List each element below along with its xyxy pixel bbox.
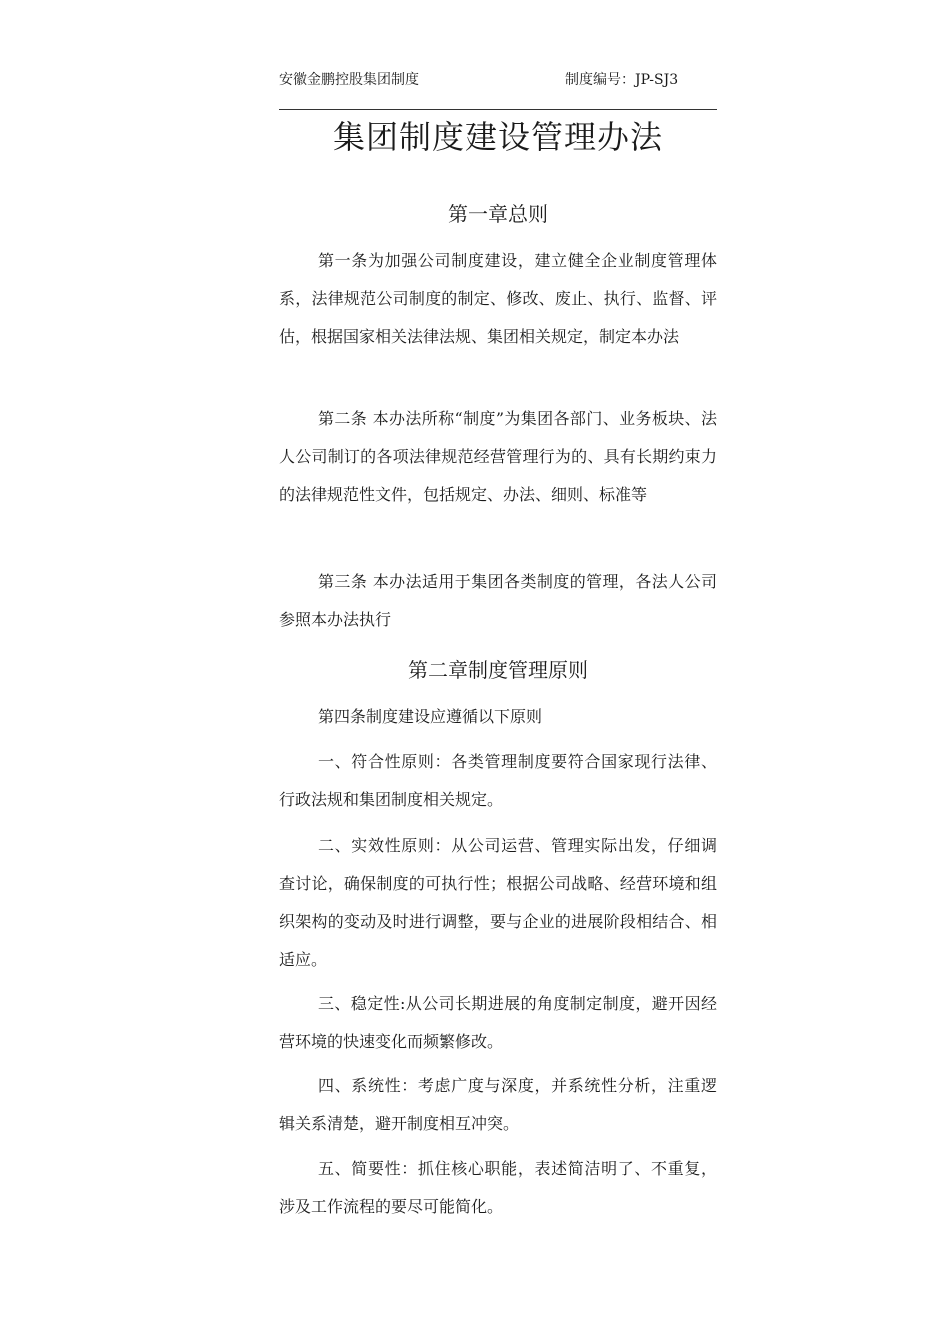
principle-3: 三、稳定性:从公司长期进展的角度制定制度，避开因经营环境的快速变化而频繁修改。 (279, 994, 717, 1051)
article-3: 第三条 本办法适用于集团各类制度的管理，各法人公司参照本办法执行 (279, 572, 717, 629)
article-2: 第二条 本办法所称“制度”为集团各部门、业务板块、法人公司制订的各项法律规范经营管理行为的、具有长期约束力的法律规范性文件，包括规定、办法、细则、标准等 (279, 409, 717, 504)
principle-5: 五、简要性：抓住核心职能，表述简洁明了、不重复，涉及工作流程的要尽可能简化。 (279, 1159, 717, 1216)
article-4: 第四条制度建设应遵循以下原则 (318, 707, 543, 726)
page-header (279, 69, 717, 93)
principle-2: 二、实效性原则：从公司运营、管理实际出发，仔细调查讨论，确保制度的可执行性；根据公司战略、经营环境和组织架构的变动及时进行调整，要与企业的进展阶段相结合、相适应。 (279, 836, 717, 969)
header-rule (279, 109, 717, 110)
principle-1: 一、符合性原则：各类管理制度要符合国家现行法律、行政法规和集团制度相关规定。 (279, 752, 717, 809)
header-org: 安徽金鹏控股集团制度 (279, 72, 419, 88)
principle-4: 四、系统性：考虑广度与深度，并系统性分析，注重逻辑关系清楚，避开制度相互冲突。 (279, 1076, 717, 1133)
document-title: 集团制度建设管理办法 (332, 118, 663, 156)
chapter-heading-2: 第二章制度管理原则 (408, 658, 588, 682)
article-1: 第一条为加强公司制度建设，建立健全企业制度管理体系，法律规范公司制度的制定、修改、废止、执行、监督、评估，根据国家相关法律法规、集团相关规定，制定本办法 (279, 251, 717, 346)
chapter-heading-1: 第一章总则 (448, 202, 548, 226)
header-code: 制度编号：JP-SJ3 (565, 72, 679, 88)
